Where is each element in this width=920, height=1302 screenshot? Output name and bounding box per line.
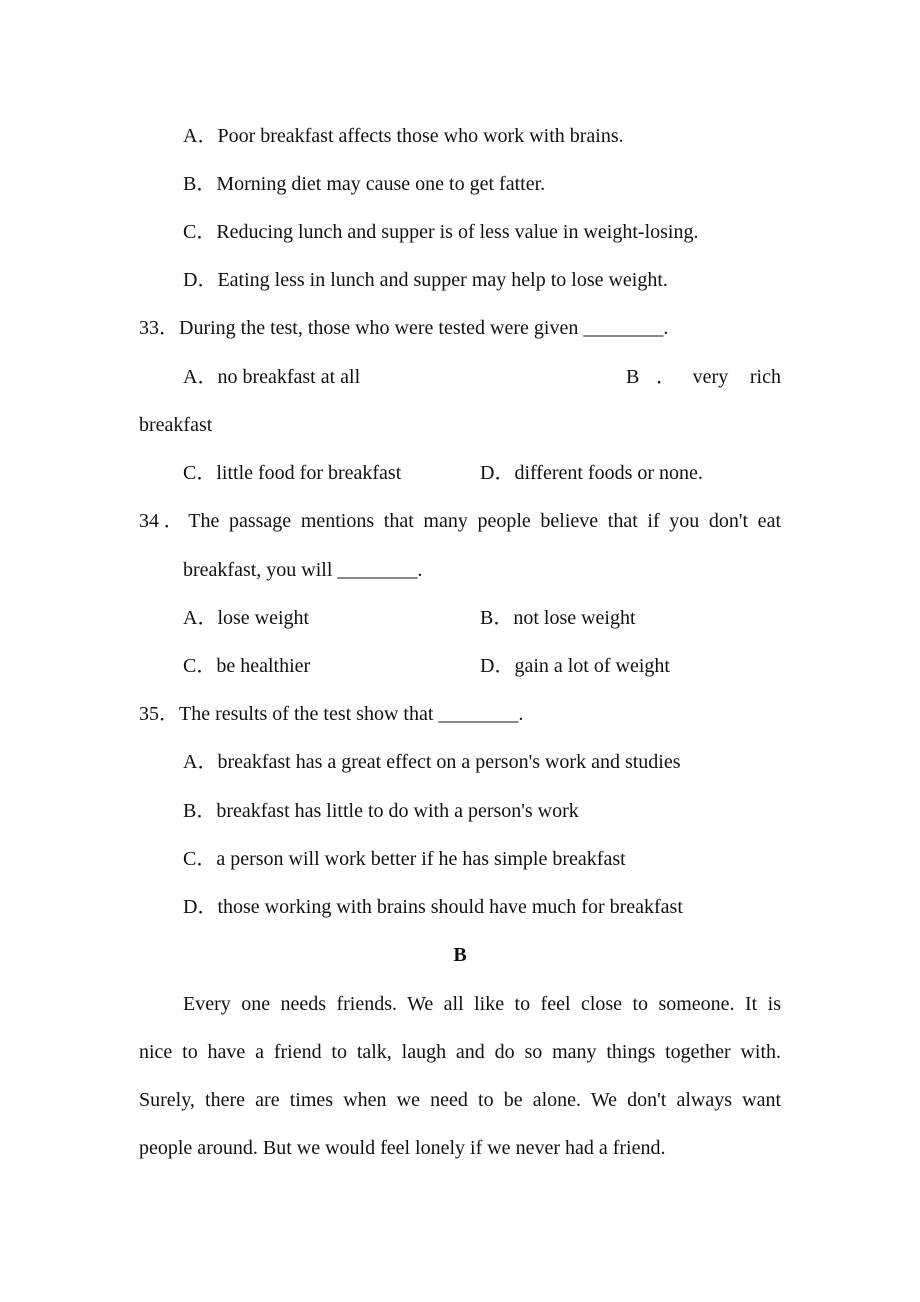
q34-option-b: B．not lose weight <box>480 607 636 629</box>
q33-stem: 33．During the test, those who were tested were given ________. <box>139 317 669 339</box>
q33-option-b-continued: breakfast <box>139 414 213 436</box>
q32-option-d: D．Eating less in lunch and supper may help to lose weight. <box>183 269 668 291</box>
q34-option-c: C．be healthier <box>183 655 311 677</box>
section-b-paragraph-line4: people around. But we would feel lonely if we never had a friend. <box>139 1137 666 1159</box>
q34-stem-line2: breakfast, you will ________. <box>183 559 423 581</box>
q35-stem: 35．The results of the test show that ________. <box>139 703 524 725</box>
q35-option-b: B．breakfast has little to do with a person's work <box>183 800 579 822</box>
q34-option-a: A．lose weight <box>183 607 310 629</box>
section-b-paragraph-line1: Every one needs friends. We all like to feel close to someone. It is <box>183 993 781 1015</box>
q33-option-a: A．no breakfast at all <box>183 366 361 388</box>
q35-option-c: C．a person will work better if he has simple breakfast <box>183 848 626 870</box>
q35-option-a: A．breakfast has a great effect on a person's work and studies <box>183 751 681 773</box>
q34-stem-line1: 34．The passage mentions that many people believe that if you don't eat <box>139 510 781 532</box>
q34-option-d: D．gain a lot of weight <box>480 655 670 677</box>
section-b-title: B <box>453 944 467 966</box>
section-b-paragraph-line2: nice to have a friend to talk, laugh and do so many things together with. <box>139 1041 781 1063</box>
q32-option-c: C．Reducing lunch and supper is of less value in weight-losing. <box>183 221 699 243</box>
q32-option-b: B．Morning diet may cause one to get fatter. <box>183 173 546 195</box>
q33-option-b: B．very rich <box>626 366 781 388</box>
section-b-paragraph-line3: Surely, there are times when we need to be alone. We don't always want <box>139 1089 781 1111</box>
q32-option-a: A．Poor breakfast affects those who work with brains. <box>183 125 624 147</box>
q33-option-d: D．different foods or none. <box>480 462 703 484</box>
q35-option-d: D．those working with brains should have much for breakfast <box>183 896 683 918</box>
q33-option-c: C．little food for breakfast <box>183 462 402 484</box>
